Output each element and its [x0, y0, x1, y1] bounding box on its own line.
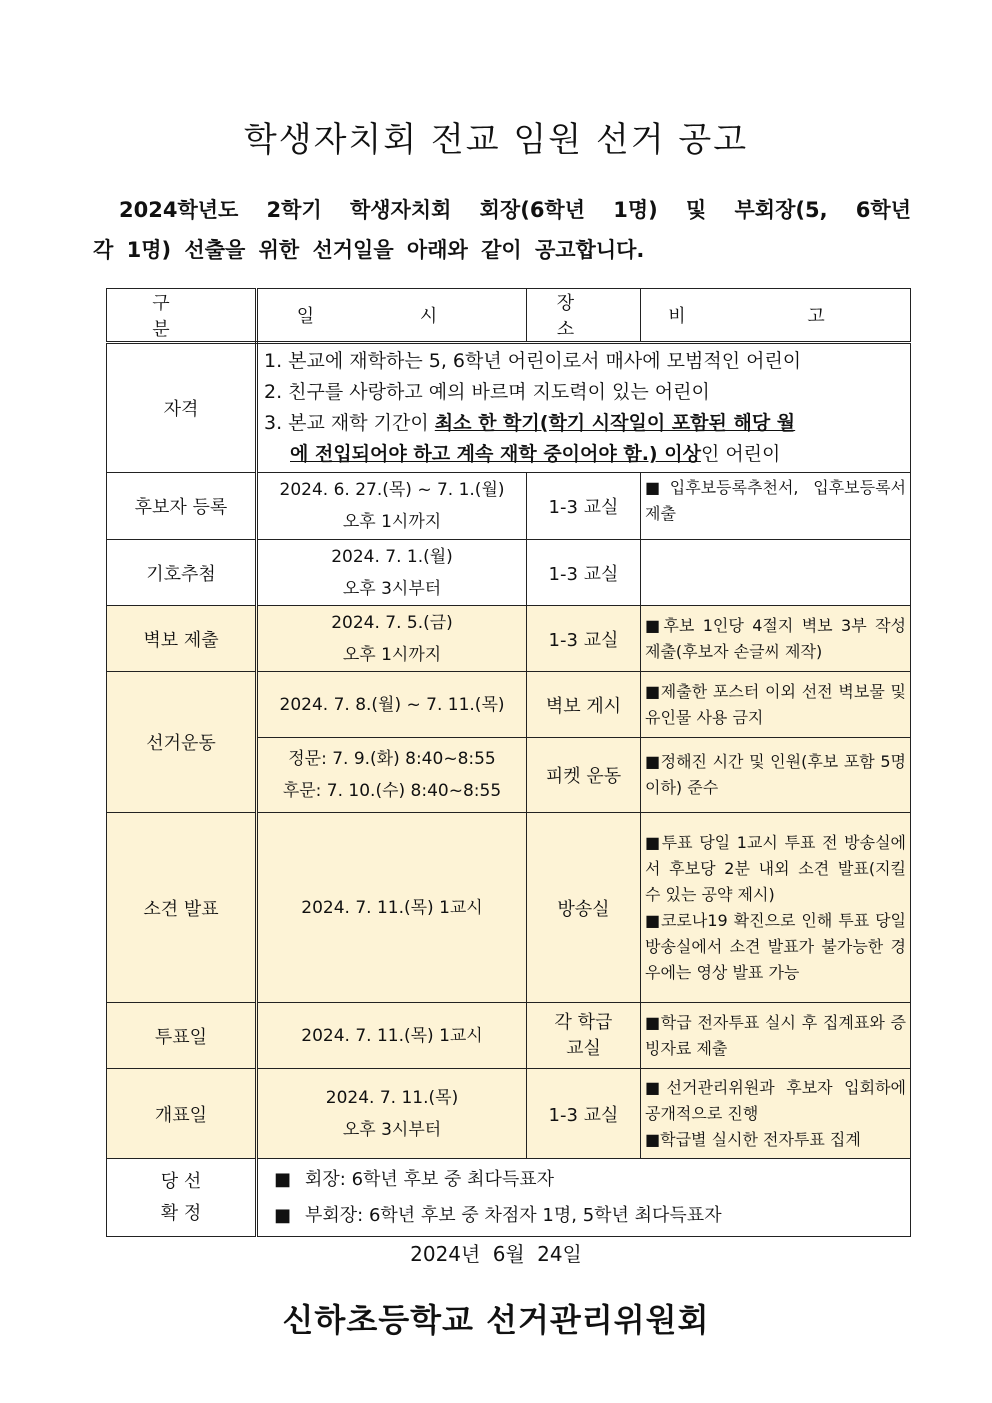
header-note: 비 고: [641, 289, 911, 343]
count-row: [107, 1069, 911, 1159]
speech-note-1: ■투표 당일 1교시 투표 전 방송실에서 후보당 2분 내외 소견 발표(지킬 수 있는 공약 제시): [645, 832, 906, 904]
vote-row: [107, 1003, 911, 1069]
vote-place-line-1: 각 학급: [554, 1011, 613, 1033]
bullet-icon: ■: [274, 1168, 292, 1190]
qualification-item-3: [264, 408, 904, 439]
intro-line-2: 각 1명) 선출을 위한 선거일을 아래와 같이 공고합니다.: [93, 238, 645, 262]
count-label: 개표일: [107, 1069, 257, 1159]
count-place: 1-3 교실: [527, 1069, 641, 1159]
header-place: 장 소: [527, 289, 641, 343]
bullet-icon: ■: [274, 1204, 292, 1226]
qualification-label: 자격: [107, 343, 257, 473]
row-date-line-2: 오후 1시까지: [342, 512, 442, 532]
page-title: 학생자치회 전교 임원 선거 공고: [243, 120, 749, 160]
qualification-item-3-cont: [264, 439, 904, 470]
row-place: 1-3 교실: [527, 473, 641, 540]
speech-label: 소견 발표: [107, 813, 257, 1003]
row-date-line-1: 2024. 7. 1.(월): [331, 546, 453, 567]
speech-date: 2024. 7. 11.(목) 1교시: [257, 813, 527, 1003]
speech-note-2: ■코로나19 확진으로 인해 투표 당일 방송실에서 소견 발표가 불가능한 경우에는 영상 발표 가능: [645, 910, 906, 982]
schedule-table: [106, 288, 911, 1237]
speech-row: [107, 813, 911, 1003]
vote-label: 투표일: [107, 1003, 257, 1069]
vote-place-line-2: 교실: [566, 1037, 601, 1059]
header-category: 구 분: [107, 289, 257, 343]
count-date: [257, 1069, 527, 1159]
campaign-picket-place: 피켓 운동: [527, 738, 641, 813]
table-row: [107, 540, 911, 606]
confirm-label-2: 확 정: [160, 1202, 202, 1224]
campaign-poster-note: ■제출한 포스터 이외 선전 벽보물 및 유인물 사용 금지: [641, 672, 911, 738]
row-date: [257, 540, 527, 606]
count-date-line-1: 2024. 7. 11.(목): [325, 1087, 459, 1108]
vote-date: 2024. 7. 11.(목) 1교시: [257, 1003, 527, 1069]
qualification-item-3-underlined-1: 최소 한 학기(학기 시작일이 포함된 해당 월: [434, 412, 796, 434]
speech-note: [641, 813, 911, 1003]
table-header-row: [107, 289, 911, 343]
confirm-label-1: 당 선: [160, 1170, 202, 1192]
row-date-line-2: 오후 1시까지: [342, 644, 442, 665]
count-note: [641, 1069, 911, 1159]
qualification-content: [257, 343, 911, 473]
count-note-1: ■선거관리위원과 후보자 입회하에 공개적으로 진행: [645, 1077, 906, 1123]
header-datetime: 일 시: [257, 289, 527, 343]
vote-note: ■학급 전자투표 실시 후 집계표와 증빙자료 제출: [641, 1003, 911, 1069]
row-note: ■후보 1인당 4절지 벽보 3부 작성 제출(후보자 손글씨 제작): [641, 606, 911, 672]
row-note: ■입후보등록추천서, 입후보등록서 제출: [641, 473, 911, 540]
row-place: 1-3 교실: [527, 606, 641, 672]
organization-name: 신하초등학교 선거관리위원회: [282, 1301, 710, 1339]
qualification-item-1: 1. 본교에 재학하는 5, 6학년 어린이로서 매사에 모범적인 어린이: [264, 350, 802, 372]
campaign-picket-date-2: 후문: 7. 10.(수) 8:40~8:55: [282, 781, 502, 801]
confirm-item-1-text: 회장: 6학년 후보 중 최다득표자: [305, 1168, 555, 1190]
count-note-2: ■학급별 실시한 전자투표 집계: [645, 1129, 861, 1149]
qualification-item-3-prefix: 3. 본교 재학 기간이: [264, 412, 435, 434]
row-date: [257, 473, 527, 540]
campaign-picket-date: [257, 738, 527, 813]
announcement-date: 2024년 6월 24일: [410, 1242, 582, 1266]
confirm-item-1: [274, 1162, 910, 1198]
intro-paragraph: [93, 190, 911, 270]
row-label: 후보자 등록: [107, 473, 257, 540]
qualification-item-3-underlined-2: 에 전입되어야 하고 계속 재학 중이어야 함.) 이상: [290, 443, 701, 465]
row-label: 기호추첨: [107, 540, 257, 606]
speech-place: 방송실: [527, 813, 641, 1003]
confirm-item-2: [274, 1198, 910, 1234]
row-date-line-1: 2024. 7. 5.(금): [331, 612, 453, 633]
vote-place: [527, 1003, 641, 1069]
campaign-poster-place: 벽보 게시: [527, 672, 641, 738]
table-row: [107, 473, 911, 540]
campaign-label: 선거운동: [107, 672, 257, 813]
qualification-item-3-suffix: 인 어린이: [700, 443, 781, 465]
row-date-line-1: 2024. 6. 27.(목) ~ 7. 1.(월): [279, 480, 505, 500]
row-place: 1-3 교실: [527, 540, 641, 606]
confirm-label: [107, 1159, 257, 1237]
row-date: [257, 606, 527, 672]
intro-line-1: 2024학년도 2학기 학생자치회 회장(6학년 1명) 및 부회장(5, 6학년: [119, 198, 911, 222]
confirm-item-2-text: 부회장: 6학년 후보 중 차점자 1명, 5학년 최다득표자: [305, 1204, 722, 1226]
confirm-content: [257, 1159, 911, 1237]
table-row: [107, 606, 911, 672]
row-date-line-2: 오후 3시부터: [342, 578, 442, 599]
row-label: 벽보 제출: [107, 606, 257, 672]
confirm-row: [107, 1159, 911, 1237]
campaign-picket-note: ■정해진 시간 및 인원(후보 포함 5명 이하) 준수: [641, 738, 911, 813]
count-date-line-2: 오후 3시부터: [342, 1119, 442, 1140]
campaign-picket-date-1: 정문: 7. 9.(화) 8:40~8:55: [288, 749, 496, 769]
campaign-poster-date: 2024. 7. 8.(월) ~ 7. 11.(목): [257, 672, 527, 738]
campaign-row-1: [107, 672, 911, 738]
qualification-item-2: 2. 친구를 사랑하고 예의 바르며 지도력이 있는 어린이: [264, 381, 710, 403]
qualification-row: [107, 343, 911, 473]
row-note: [641, 540, 911, 606]
